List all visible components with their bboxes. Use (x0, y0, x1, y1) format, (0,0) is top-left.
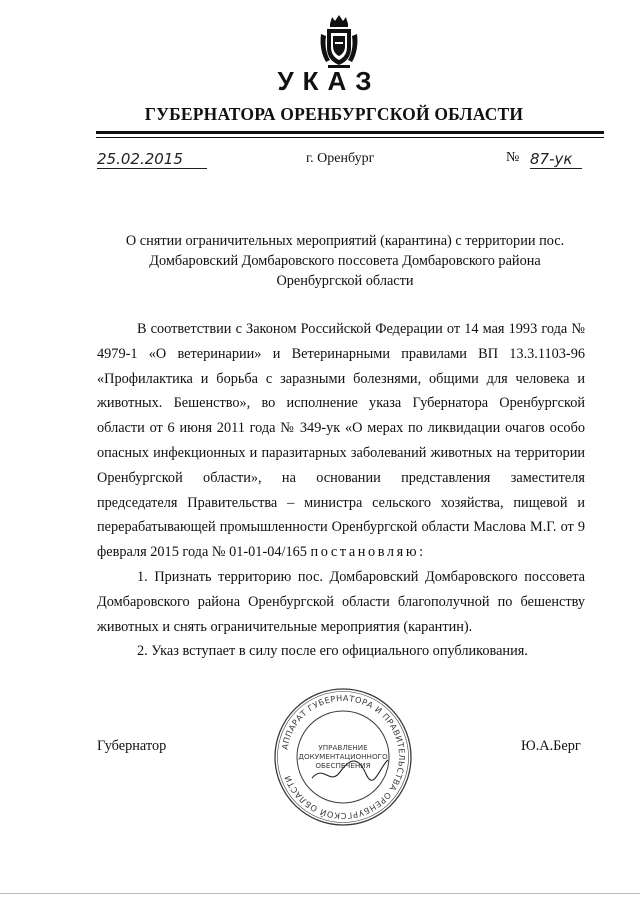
document-date: 25.02.2015 (97, 150, 207, 169)
decree-word: постановляю: (310, 544, 426, 561)
signer-post: Губернатор (97, 738, 167, 754)
signer-name: Ю.А.Берг (521, 738, 581, 754)
document-subject: О снятии ограничительных мероприятий (карантина) с территории пос. Домбаровский Домбаровского поссовета Домбаровского района Оренбургской области (125, 233, 565, 289)
stamp-line-3: ОБЕСПЕЧЕНИЯ (315, 761, 371, 770)
stamp-line-2: ДОКУМЕНТАЦИОННОГО (298, 752, 388, 761)
stamp-outer-text: АППАРАТ ГУБЕРНАТОРА И ПРАВИТЕЛЬСТВА ОРЕНБУРГСКОЙ ОБЛАСТИ (279, 692, 408, 822)
body-preamble (97, 317, 585, 565)
number-label: № (506, 150, 520, 165)
preamble-text: В соответствии с Законом Российской Федерации от 14 мая 1993 года № 4979-1 «О ветеринарии» и Ветеринарными правилами ВП 13.3.1103-96 «Профилактика и борьба с заразными болезнями, общими для человека и животных. Бешенство», во исполнение указа Губернатора Оренбургской области от 6 июня 2011 года № 349-ук «О мерах по ликвидации очагов особо опасных инфекционных и паразитарных заболеваний животных на территории Оренбургской области», на основании представления заместителя председателя Правительства – министра сельского хозяйства, пищевой и перерабатывающей промышленности Оренбургской области Маслова М.Г. от 9 февраля 2015 года № 01-01-04/165 (97, 321, 585, 561)
header-divider-thin (96, 137, 604, 138)
coat-of-arms-icon (318, 14, 360, 70)
issuer-title: ГУБЕРНАТОРА ОРЕНБУРГСКОЙ ОБЛАСТИ (144, 104, 524, 124)
document-place: г. Оренбург (306, 151, 375, 166)
document-body (97, 317, 585, 664)
page-bottom-edge (0, 893, 640, 894)
stamp-line-1: УПРАВЛЕНИЕ (318, 743, 368, 752)
official-stamp (272, 686, 414, 828)
document-type-title: УКАЗ (277, 66, 381, 96)
header-divider-thick (96, 131, 604, 134)
body-item-1: 1. Признать территорию пос. Домбаровский Домбаровского поссовета Домбаровского района Оренбургской области благополучной по бешенству животных и снять ограничительные мероприятия (карантин). (97, 568, 585, 635)
document-number: 87-ук (530, 150, 582, 169)
body-item-2: 2. Указ вступает в силу после его официального опубликования. (137, 643, 528, 660)
